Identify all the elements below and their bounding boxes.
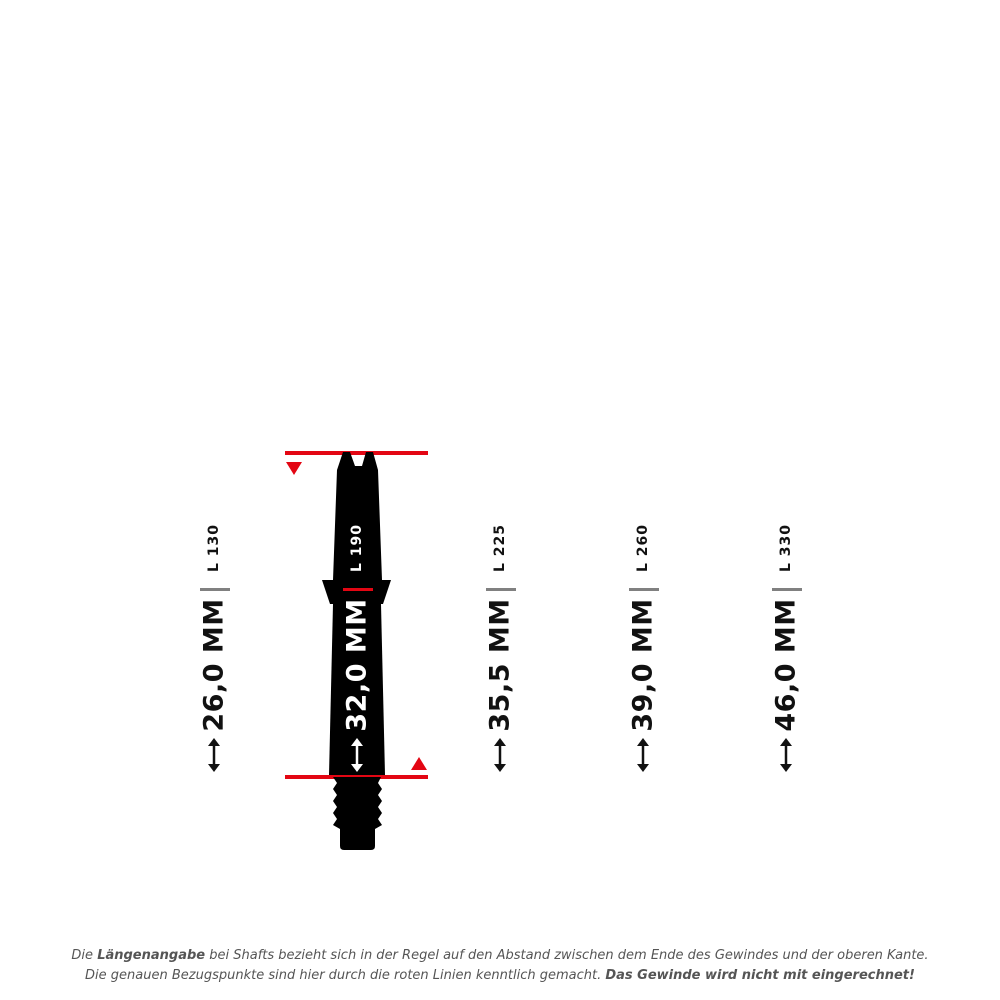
length-label: 35,5 MM [484, 598, 516, 732]
separator-bar [343, 588, 373, 591]
footnote-emphasis: Das Gewinde wird nicht mit eingerechnet! [605, 968, 915, 983]
footnote-text: Die [71, 948, 98, 963]
size-column-l330 [756, 480, 816, 800]
separator-bar [486, 588, 516, 591]
size-code-label: L 260 [635, 523, 651, 573]
size-column-l130 [184, 480, 244, 800]
size-code-label: L 330 [778, 523, 794, 573]
footnote [0, 946, 1000, 986]
separator-bar [629, 588, 659, 591]
size-code-label: L 225 [492, 523, 508, 573]
size-code-label: L 190 [349, 523, 365, 573]
triangle-up-icon [411, 757, 427, 770]
separator-bar [772, 588, 802, 591]
double-headed-vertical-arrow-icon [492, 738, 508, 772]
length-label: 39,0 MM [627, 598, 659, 732]
size-code-label: L 130 [206, 523, 222, 573]
footnote-emphasis: Längenangabe [97, 948, 206, 963]
triangle-down-icon [286, 462, 302, 475]
double-headed-vertical-arrow-icon [778, 738, 794, 772]
footnote-line-1 [0, 946, 1000, 966]
length-label: 32,0 MM [341, 598, 373, 732]
double-headed-vertical-arrow-icon [635, 738, 651, 772]
size-column-l260 [613, 480, 673, 800]
size-column-l190 [327, 480, 387, 800]
double-headed-vertical-arrow-icon [349, 738, 365, 772]
length-label: 26,0 MM [198, 598, 230, 732]
size-column-l225 [470, 480, 530, 800]
double-headed-vertical-arrow-icon [206, 738, 222, 772]
separator-bar [200, 588, 230, 591]
footnote-text: bei Shafts bezieht sich in der Regel auf den Abstand zwischen dem Ende des Gewindes und der oberen Kante. [205, 948, 929, 963]
footnote-line-2 [0, 966, 1000, 986]
footnote-text: Die genauen Bezugspunkte sind hier durch die roten Linien kenntlich gemacht. [85, 968, 606, 983]
length-label: 46,0 MM [770, 598, 802, 732]
